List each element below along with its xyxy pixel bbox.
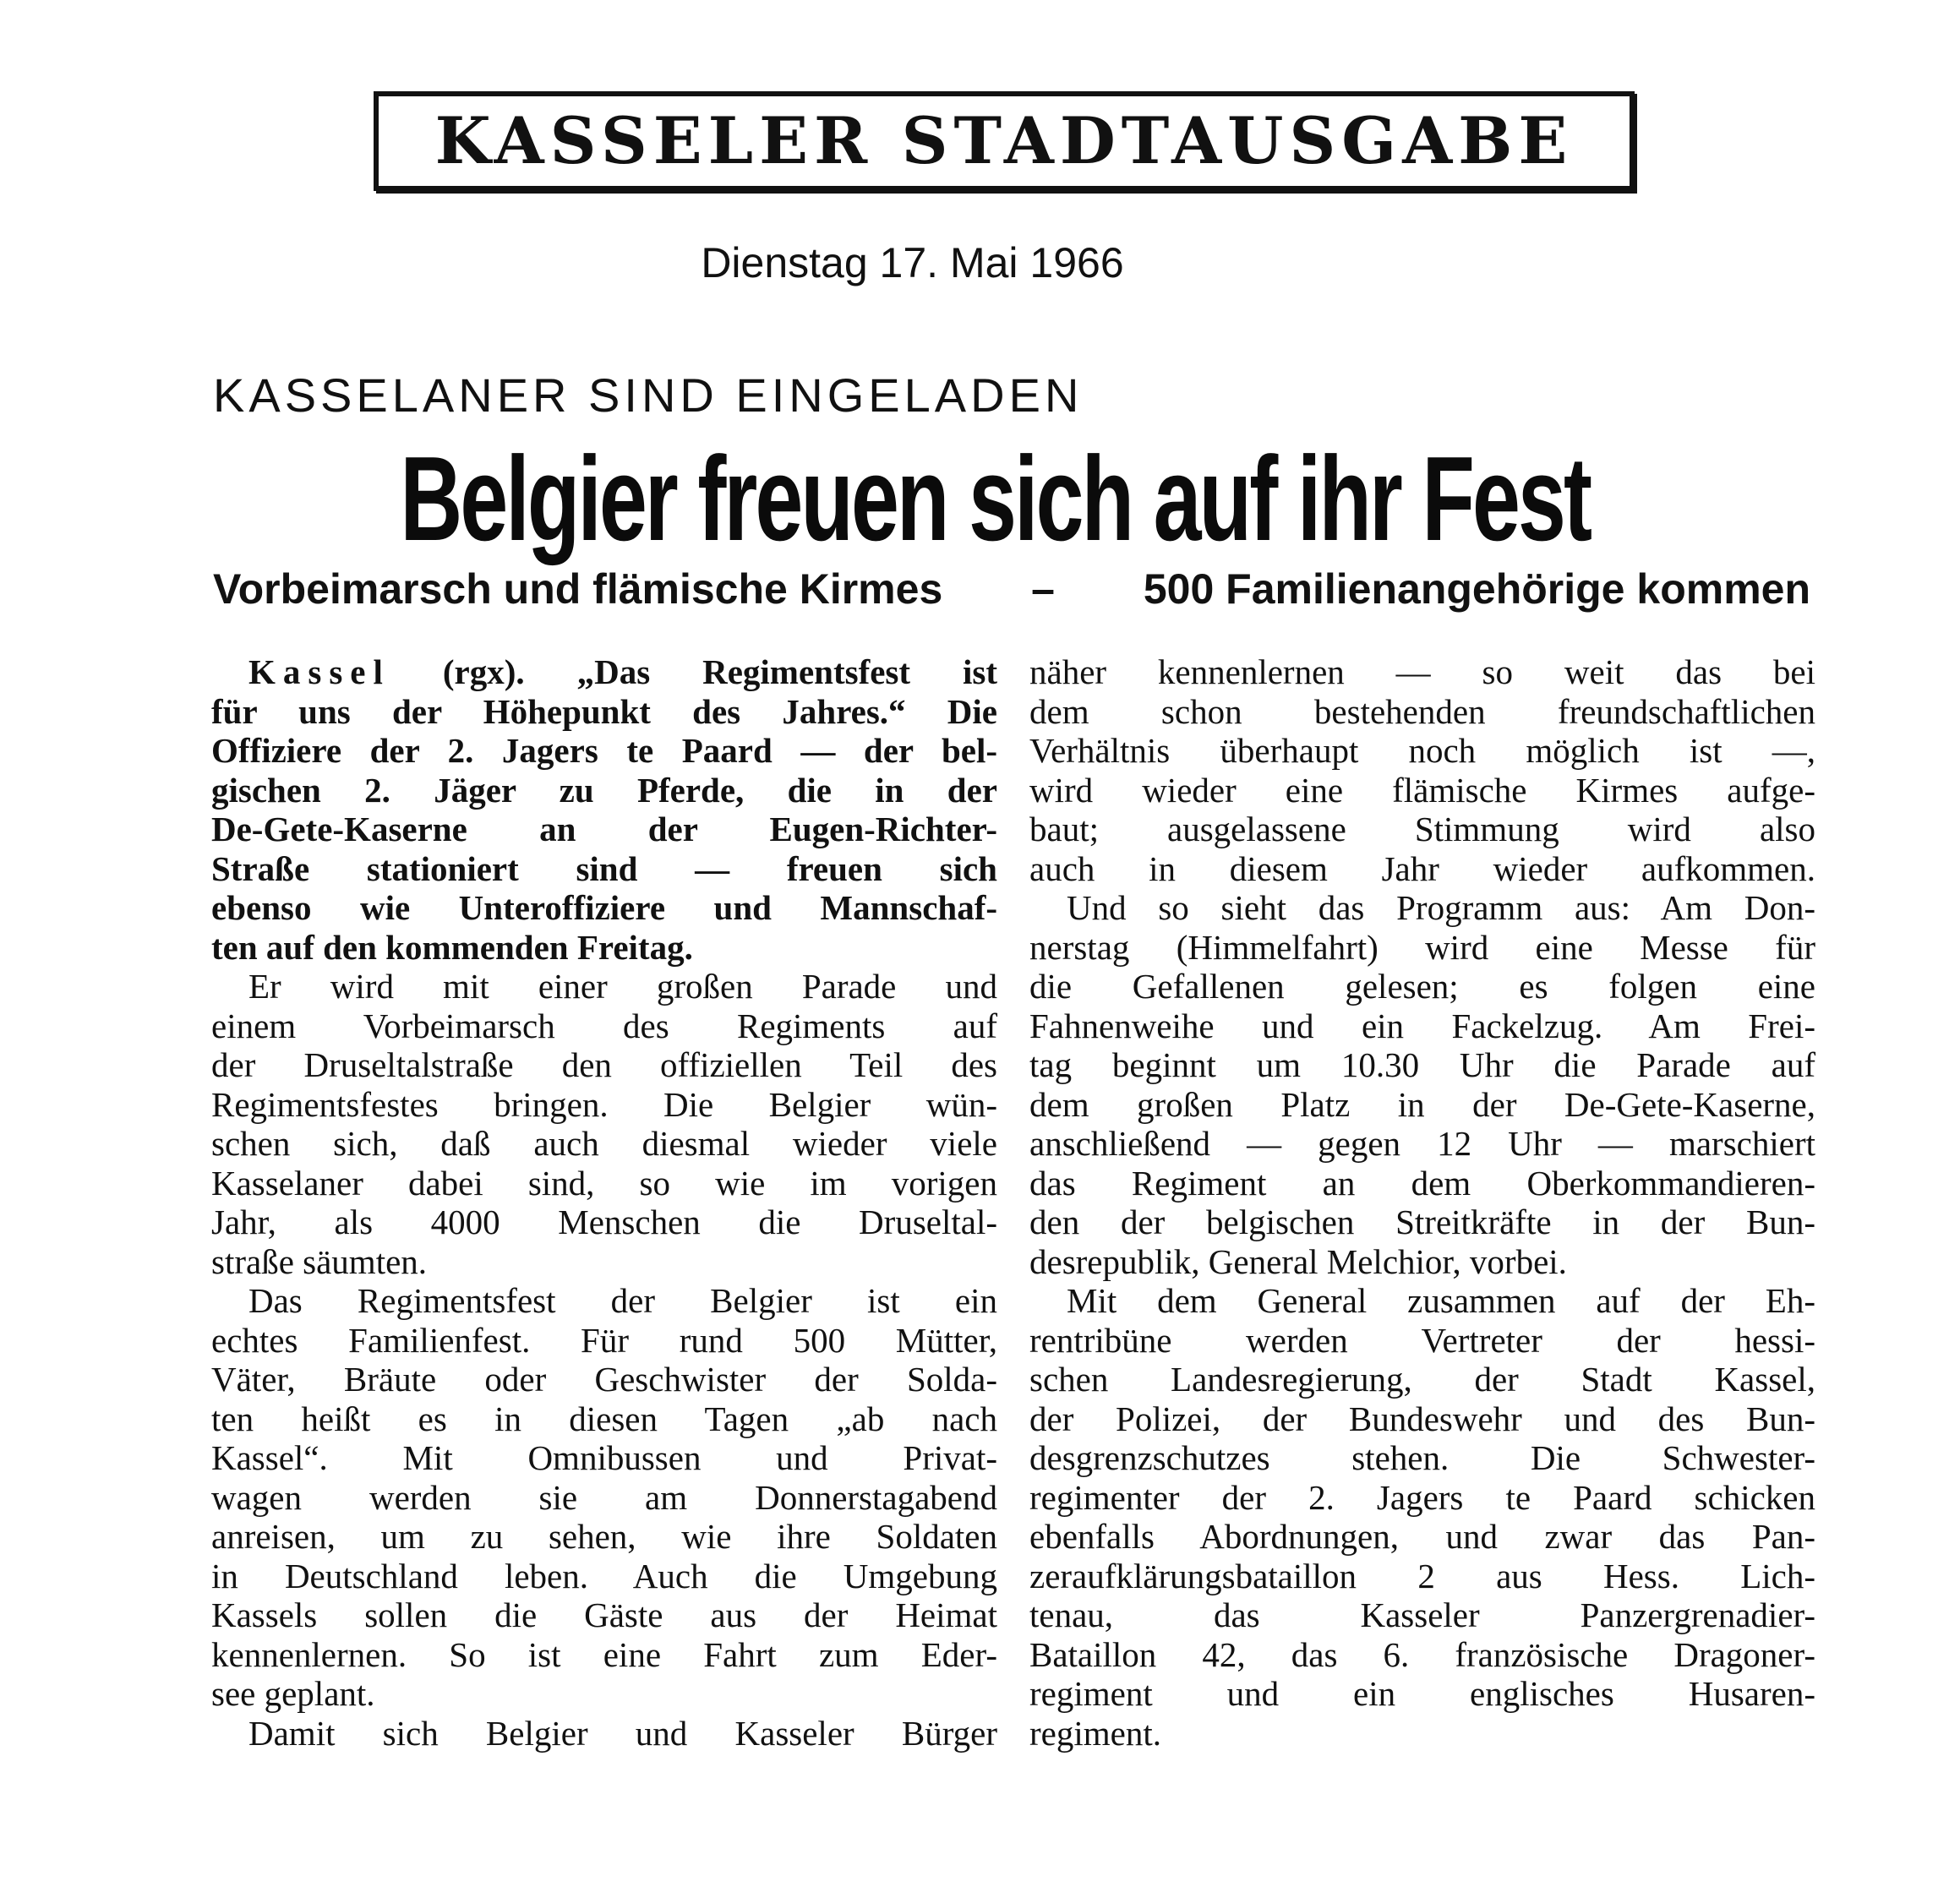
- text-line: Bataillon 42, das 6. französische Dragoner-: [1029, 1634, 1815, 1674]
- text-line: in Deutschland leben. Auch die Umgebung: [211, 1556, 997, 1595]
- text-line: kennenlernen. So ist eine Fahrt zum Eder-: [211, 1634, 997, 1674]
- article-headline: Belgier freuen sich auf ihr Fest: [400, 432, 1591, 566]
- text-line: Straße stationiert sind — freuen sich: [211, 848, 997, 888]
- text-line: das Regiment an dem Oberkommandieren-: [1029, 1163, 1815, 1203]
- body-paragraph: [211, 1281, 997, 1714]
- text-line: tag beginnt um 10.30 Uhr die Parade auf: [1029, 1045, 1815, 1084]
- article-kicker: KASSELANER SIND EINGELADEN: [213, 368, 1084, 422]
- subheadline-left: Vorbeimarsch und flämische Kirmes: [213, 565, 943, 613]
- text-line: ten auf den kommenden Freitag.: [211, 927, 693, 967]
- text-line: ebenso wie Unteroffiziere und Mannschaf-: [211, 888, 997, 927]
- text-line: Mit dem General zusammen auf der Eh-: [1067, 1281, 1815, 1320]
- masthead-title: KASSELER STADTAUSGABE: [434, 103, 1574, 178]
- body-paragraph: [1029, 652, 1815, 888]
- text-line: tenau, das Kasseler Panzergrenadier-: [1029, 1595, 1815, 1634]
- masthead-box: [374, 91, 1635, 191]
- text-line: auch in diesem Jahr wieder aufkommen.: [1029, 848, 1815, 888]
- text-line: für uns der Höhepunkt des Jahres.“ Die: [211, 691, 997, 731]
- text-line: desgrenzschutzes stehen. Die Schwester-: [1029, 1438, 1815, 1477]
- text-line: ebenfalls Abordnungen, und zwar das Pan-: [1029, 1517, 1815, 1556]
- text-line: die Gefallenen gelesen; es folgen eine: [1029, 967, 1815, 1006]
- text-line: Offiziere der 2. Jagers te Paard — der bel-: [211, 731, 997, 770]
- text-line: den der belgischen Streitkräfte in der Bun-: [1029, 1203, 1815, 1241]
- text-line: Kassel“. Mit Omnibussen und Privat-: [211, 1438, 997, 1477]
- article-column-right: [1029, 652, 1815, 1753]
- text-line: Regimentsfestes bringen. Die Belgier wün-: [211, 1084, 997, 1124]
- article-subheadline: [213, 565, 1810, 613]
- body-paragraph: [211, 1714, 997, 1753]
- text-line: zeraufklärungsbataillon 2 aus Hess. Lich-: [1029, 1556, 1815, 1595]
- publication-date-text: Dienstag 17. Mai 1966: [701, 239, 1124, 286]
- text-line: näher kennenlernen — so weit das bei: [1029, 652, 1815, 691]
- text-line: regiment.: [1029, 1713, 1161, 1753]
- subheadline-right: 500 Familienangehörige kommen: [1143, 565, 1810, 613]
- body-paragraph: [211, 967, 997, 1281]
- publication-date: [0, 238, 1960, 287]
- text-line: wagen werden sie am Donnerstagabend: [211, 1477, 997, 1517]
- text-line: nerstag (Himmelfahrt) wird eine Messe für: [1029, 927, 1815, 967]
- body-paragraph: [1029, 888, 1815, 1281]
- text-line: regimenter der 2. Jagers te Paard schicken: [1029, 1477, 1815, 1517]
- text-line: anreisen, um zu sehen, wie ihre Soldaten: [211, 1517, 997, 1556]
- text-line: schen sich, daß auch diesmal wieder viele: [211, 1124, 997, 1163]
- text-line: baut; ausgelassene Stimmung wird also: [1029, 810, 1815, 848]
- text-line: dem schon bestehenden freundschaftlichen: [1029, 691, 1815, 731]
- text-line: Kassel (rgx). „Das Regimentsfest ist: [248, 652, 997, 691]
- text-line: Jahr, als 4000 Menschen die Druseltal-: [211, 1203, 997, 1241]
- text-line: Er wird mit einer großen Parade und: [248, 967, 997, 1006]
- lead-paragraph: [211, 652, 997, 967]
- text-line: Das Regimentsfest der Belgier ist ein: [248, 1281, 997, 1320]
- text-line: der Druseltalstraße den offiziellen Teil des: [211, 1045, 997, 1084]
- text-line: schen Landesregierung, der Stadt Kassel,: [1029, 1360, 1815, 1399]
- text-line: Kasselaner dabei sind, so wie im vorigen: [211, 1163, 997, 1203]
- text-line: ten heißt es in diesen Tagen „ab nach: [211, 1399, 997, 1438]
- text-line: einem Vorbeimarsch des Regiments auf: [211, 1006, 997, 1045]
- text-line: Kassels sollen die Gäste aus der Heimat: [211, 1595, 997, 1634]
- text-line: Und so sieht das Programm aus: Am Don-: [1067, 888, 1815, 927]
- text-line: Damit sich Belgier und Kasseler Bürger: [248, 1713, 997, 1753]
- article-column-left: [211, 652, 997, 1753]
- text-line: gischen 2. Jäger zu Pferde, die in der: [211, 770, 997, 810]
- text-line: rentribüne werden Vertreter der hessi-: [1029, 1320, 1815, 1360]
- text-line: Verhältnis überhaupt noch möglich ist —,: [1029, 731, 1815, 770]
- text-line: desrepublik, General Melchior, vorbei.: [1029, 1241, 1567, 1281]
- text-line: see geplant.: [211, 1674, 375, 1713]
- text-line: der Polizei, der Bundeswehr und des Bun-: [1029, 1399, 1815, 1438]
- text-line: dem großen Platz in der De-Gete-Kaserne,: [1029, 1084, 1815, 1124]
- body-paragraph: [1029, 1281, 1815, 1753]
- subheadline-dash: –: [1031, 565, 1055, 613]
- text-line: De-Gete-Kaserne an der Eugen-Richter-: [211, 810, 997, 848]
- text-line: echtes Familienfest. Für rund 500 Mütter,: [211, 1320, 997, 1360]
- dateline-city: Kassel: [248, 652, 390, 691]
- text-line: straße säumten.: [211, 1241, 428, 1281]
- text-line: Väter, Bräute oder Geschwister der Solda-: [211, 1360, 997, 1399]
- text-line: Fahnenweihe und ein Fackelzug. Am Frei-: [1029, 1006, 1815, 1045]
- text-line: regiment und ein englisches Husaren-: [1029, 1674, 1815, 1713]
- text-line: wird wieder eine flämische Kirmes aufge-: [1029, 770, 1815, 810]
- text-line: anschließend — gegen 12 Uhr — marschiert: [1029, 1124, 1815, 1163]
